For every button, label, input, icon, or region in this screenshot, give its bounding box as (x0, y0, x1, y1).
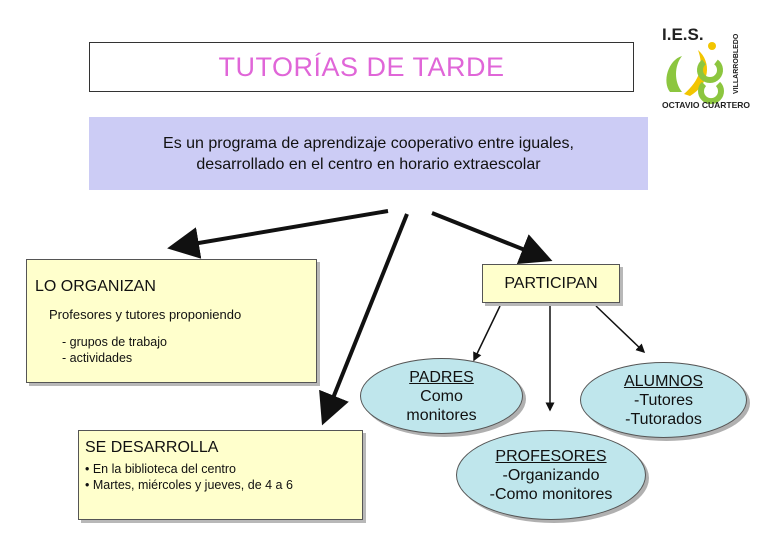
profesores-heading: PROFESORES (495, 447, 607, 465)
profesores-line-2: -Como monitores (489, 485, 613, 503)
padres-line-2: monitores (406, 406, 477, 424)
organize-subtitle: Profesores y tutores proponiendo (49, 307, 242, 322)
organize-title: LO ORGANIZAN (35, 278, 156, 295)
profesores-ellipse (456, 430, 646, 520)
alumnos-heading: ALUMNOS (623, 372, 704, 390)
alumnos-line-2: -Tutorados (625, 410, 702, 428)
list-item: - grupos de trabajo (62, 335, 167, 349)
alumnos-ellipse (580, 362, 747, 438)
logo-side-text: VILLARROBLEDO (733, 33, 740, 94)
develop-title: SE DESARROLLA (85, 439, 219, 456)
padres-line-1: Como (420, 387, 463, 405)
logo-bottom-text: OCTAVIO CUARTERO (662, 100, 750, 110)
logo-ies-text: I.E.S. (662, 25, 704, 44)
title-box (89, 42, 634, 92)
profesores-line-1: -Organizando (502, 466, 600, 484)
list-item: • En la biblioteca del centro (85, 462, 236, 476)
description-line-1: Es un programa de aprendizaje cooperativo entre iguales, (163, 134, 574, 152)
participan-box (482, 264, 620, 303)
arrow-to-padres (474, 306, 500, 360)
padres-heading: PADRES (409, 368, 474, 386)
organize-list (62, 334, 167, 366)
participan-title: PARTICIPAN (504, 274, 598, 292)
description-box (89, 117, 648, 190)
list-item: - actividades (62, 351, 133, 365)
school-logo-icon (660, 22, 750, 112)
arrow-to-organize (175, 211, 388, 247)
arrow-to-alumnos (596, 306, 644, 352)
develop-box (78, 430, 363, 520)
list-item: • Martes, miércoles y jueves, de 4 a 6 (85, 478, 293, 492)
arrow-to-participan (432, 213, 545, 258)
alumnos-line-1: -Tutores (634, 391, 693, 409)
padres-ellipse (360, 358, 523, 434)
description-line-2: desarrollado en el centro en horario extraescolar (196, 155, 541, 173)
page-title: TUTORÍAS DE TARDE (218, 51, 505, 82)
develop-list (85, 461, 293, 493)
